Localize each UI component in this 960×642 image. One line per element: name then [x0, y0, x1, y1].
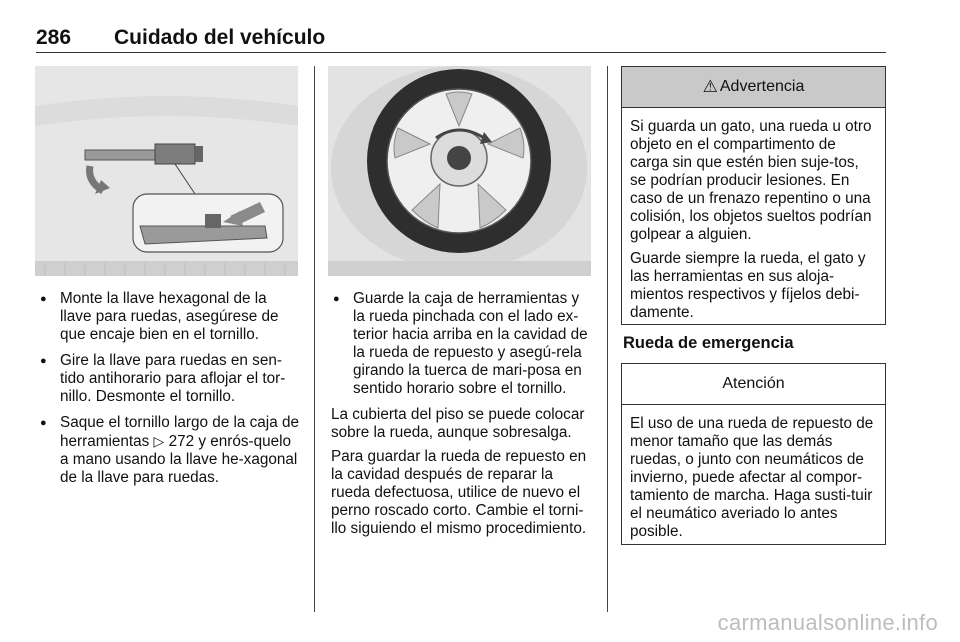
- column-divider: [314, 66, 315, 612]
- warning-paragraph: Guarde siempre la rueda, el gato y las herramientas en sus aloja-mientos respectivos y fíjelos debi-damente.: [630, 250, 866, 321]
- paragraph: Para guardar la rueda de repuesto en la cavidad después de reparar la rueda defectuosa, utilice de nuevo el perno roscado corto. Cambie el torni-llo siguiendo el mismo procedimiento.: [331, 448, 587, 537]
- warning-title: Advertencia: [719, 78, 805, 95]
- page-reference-icon: ▷: [153, 433, 165, 449]
- section-title: Cuidado del vehículo: [114, 26, 326, 49]
- attention-header: [622, 364, 885, 405]
- subsection-heading: Rueda de emergencia: [623, 334, 794, 352]
- page-number: 286: [36, 26, 72, 49]
- column-2: [331, 290, 593, 544]
- warning-header: [622, 67, 885, 108]
- page-reference-link[interactable]: 272: [168, 433, 195, 450]
- instruction-item: ● Gire la llave para ruedas en sen-tido antihorario para aflojar el tor-nillo. Desmonte el tornillo.: [38, 352, 300, 406]
- column-divider: [607, 66, 608, 612]
- attention-box: [621, 363, 886, 545]
- page-header: [36, 24, 886, 53]
- warning-box: [621, 66, 886, 325]
- attention-title: Atención: [722, 375, 785, 392]
- warning-icon: ⚠: [702, 77, 718, 96]
- instruction-item: ● Monte la llave hexagonal de la llave para ruedas, asegúrese de que encaje bien en el tornillo.: [38, 290, 300, 344]
- instruction-item: ● Guarde la caja de herramientas y la rueda pinchada con el lado ex-terior hacia arriba en la cavidad de la rueda de repuesto y asegú-rela girando la tuerca de mari-posa en sentido horario sobre el tornillo.: [331, 290, 593, 398]
- instruction-item: ● Saque el tornillo largo de la caja de herramientas ▷ 272 y enrós-quelo a mano usando la llave he-xagonal de la llave para ruedas.: [38, 414, 300, 487]
- watermark: carmanualsonline.info: [717, 610, 938, 635]
- spare-wheel-illustration: [328, 66, 591, 276]
- paragraph: La cubierta del piso se puede colocar sobre la rueda, aunque sobresalga.: [331, 406, 585, 441]
- wrench-illustration: [35, 66, 298, 276]
- warning-paragraph: Si guarda un gato, una rueda u otro objeto en el compartimento de carga sin que estén bien suje-tos, se podrían producir lesiones. En caso de un frenazo repentino o una colisión, los objetos sueltos podrían golpear a alguien.: [630, 118, 872, 243]
- column-1: [38, 290, 300, 495]
- attention-paragraph: El uso de una rueda de repuesto de menor tamaño que las demás ruedas, o junto con neumáticos de invierno, puede afectar al compor-tamiento de marcha. Haga susti-tuir el neumático averiado lo antes posible.: [630, 415, 874, 540]
